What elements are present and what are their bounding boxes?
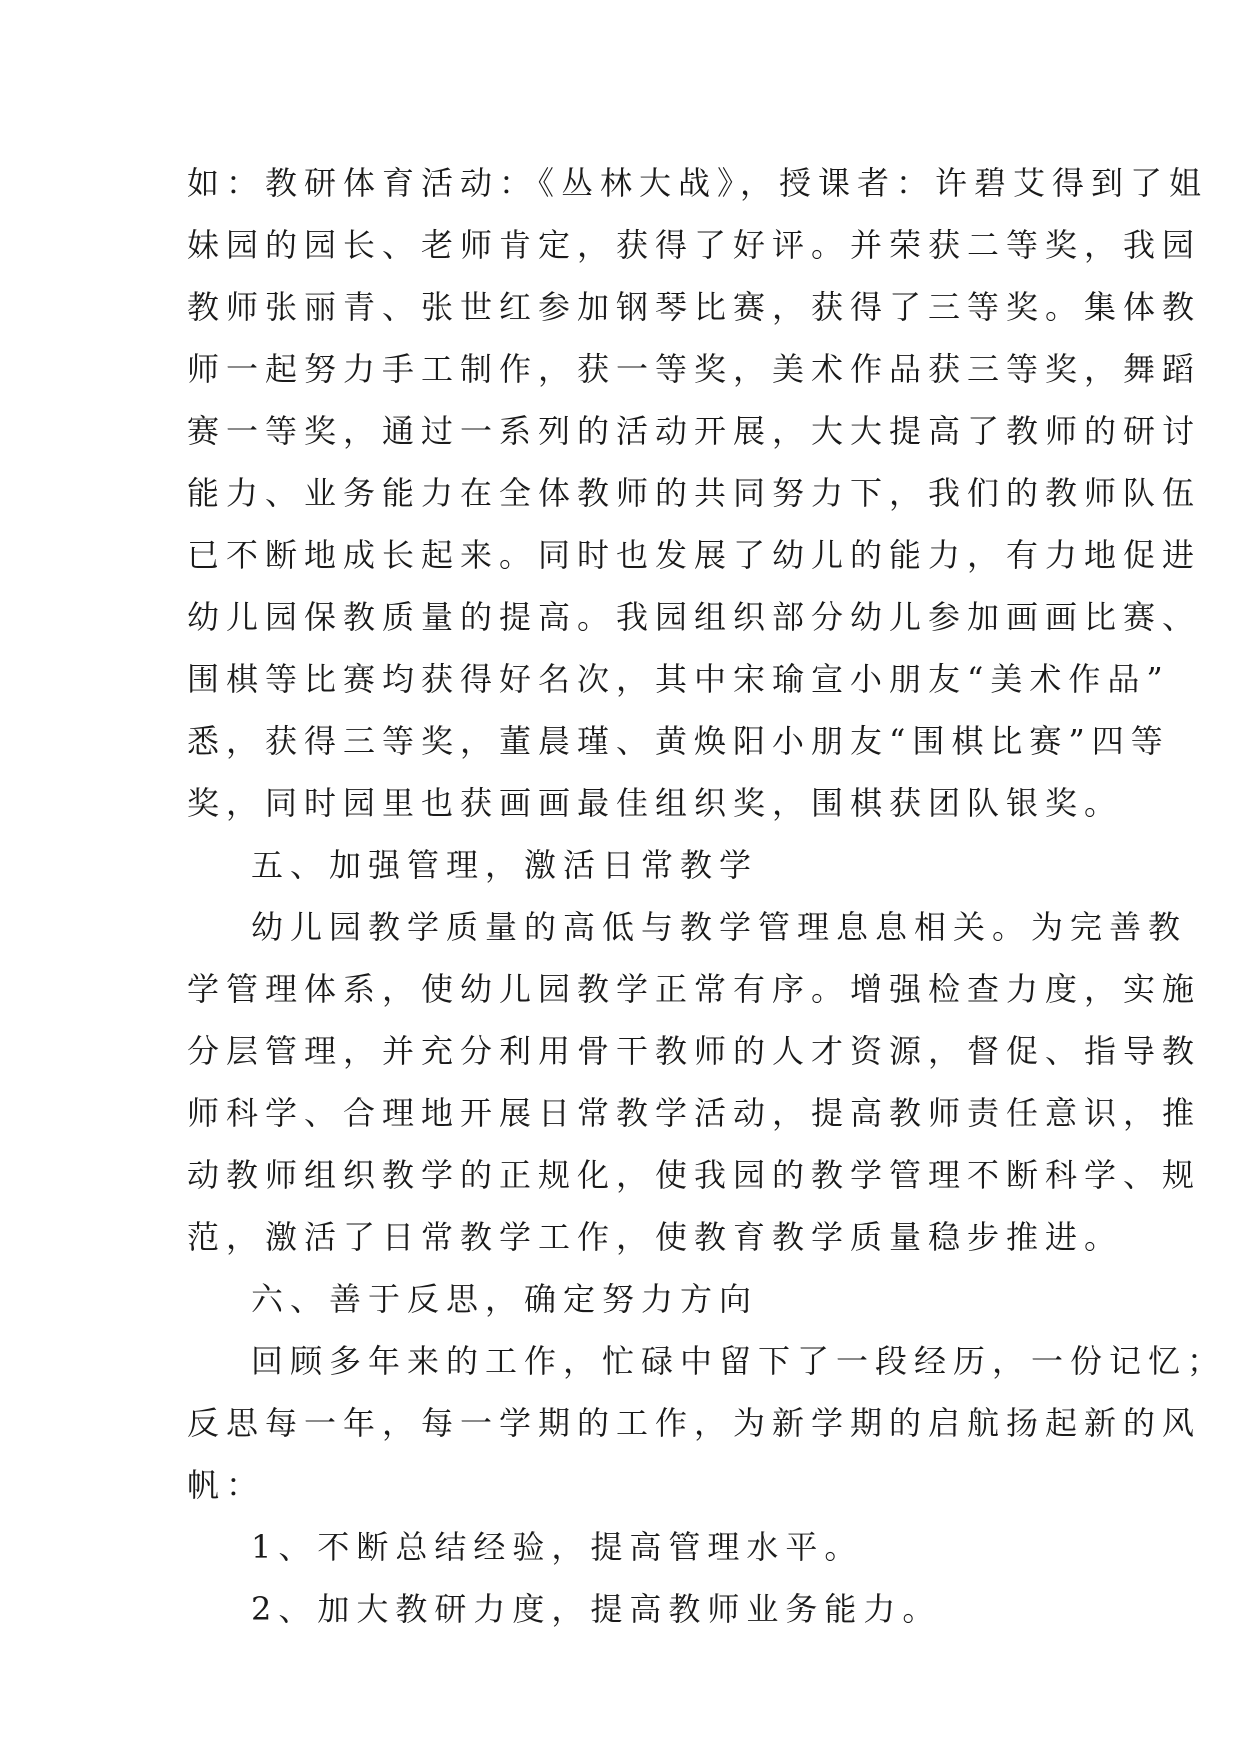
text-line: 已不断地成长起来。同时也发展了幼儿的能力，有力地促进 [187,536,1202,574]
section-heading: 六、善于反思，确定努力方向 [251,1280,759,1318]
text-line: 能力、业务能力在全体教师的共同努力下，我们的教师队伍 [187,474,1202,512]
text-line: 幼儿园教学质量的高低与教学管理息息相关。为完善教 [251,908,1188,946]
text-line: 悉，获得三等奖，董晨瑾、黄焕阳小朋友“围棋比赛”四等 [187,722,1170,760]
list-item: 2、加大教研力度，提高教师业务能力。 [251,1590,942,1628]
list-item: 1、不断总结经验，提高管理水平。 [251,1528,864,1566]
text-line: 帆： [187,1466,266,1504]
text-line: 赛一等奖，通过一系列的活动开展，大大提高了教师的研讨 [187,412,1202,450]
text-line: 奖，同时园里也获画画最佳组织奖，围棋获团队银奖。 [187,784,1124,822]
text-line: 师科学、合理地开展日常教学活动，提高教师责任意识，推 [187,1094,1202,1132]
text-line: 回顾多年来的工作，忙碌中留下了一段经历，一份记忆； [251,1342,1227,1380]
text-line: 学管理体系，使幼儿园教学正常有序。增强检查力度，实施 [187,970,1202,1008]
text-line: 分层管理，并充分利用骨干教师的人才资源，督促、指导教 [187,1032,1202,1070]
section-heading: 五、加强管理，激活日常教学 [251,846,759,884]
text-line: 师一起努力手工制作，获一等奖，美术作品获三等奖，舞蹈 [187,350,1202,388]
text-line: 反思每一年，每一学期的工作，为新学期的启航扬起新的风 [187,1404,1202,1442]
text-line: 妹园的园长、老师肯定，获得了好评。并荣获二等奖，我园 [187,226,1202,264]
text-line: 幼儿园保教质量的提高。我园组织部分幼儿参加画画比赛、 [187,598,1202,636]
text-line: 围棋等比赛均获得好名次，其中宋瑜宣小朋友“美术作品” [187,660,1170,698]
text-line: 教师张丽青、张世红参加钢琴比赛，获得了三等奖。集体教 [187,288,1202,326]
text-line: 如：教研体育活动：《丛林大战》，授课者：许碧艾得到了姐 [187,164,1209,202]
document-body [187,152,1227,1640]
text-line: 范，激活了日常教学工作，使教育教学质量稳步推进。 [187,1218,1124,1256]
text-line: 动教师组织教学的正规化，使我园的教学管理不断科学、规 [187,1156,1202,1194]
